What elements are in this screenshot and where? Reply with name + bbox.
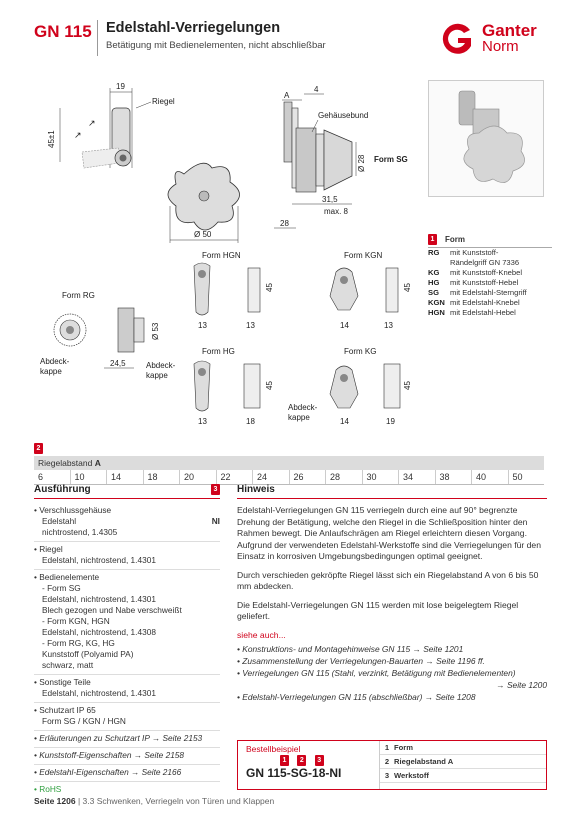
link-edelstahl[interactable]: • Edelstahl-Eigenschaften → Seite 2166 <box>34 765 220 782</box>
label-form-rg: Form RG <box>62 291 95 300</box>
dim-19-kg: 19 <box>386 417 395 426</box>
link-kunststoff[interactable]: • Kunststoff-Eigenschaften → Seite 2158 <box>34 748 220 765</box>
riegelabstand-value: 26 <box>290 470 327 484</box>
label-abdeck-kg-1: Abdeck- <box>288 403 318 412</box>
product-photo <box>428 80 544 197</box>
riegelabstand-value: 30 <box>363 470 400 484</box>
link-abschliessbar[interactable]: • Edelstahl-Verriegelungen GN 115 (abschließbar) → Seite 1208 <box>237 691 476 702</box>
hinweis-p1: Edelstahl-Verriegelungen GN 115 verriegeln durch eine auf 90° begrenzte Drehung der Betätigung, welche den Riegel in die Schließposition hinter den Rahmen bewegt. Die Anlaufschrägen am Riegel erleichtern diesen Vorgang. Aufgrund der verwendeten Edelstahl-Werkstoffe sind die Verriegelungen für den Einsatz in korrosiven Umgebungsbedingungen optimal geeignet. <box>237 505 541 561</box>
rohs-label: • RoHS <box>34 784 62 794</box>
riegelabstand-value: 14 <box>107 470 144 484</box>
label-abdeck-hg-2: kappe <box>146 371 168 380</box>
svg-text:↗: ↗ <box>88 118 96 128</box>
header-divider <box>97 20 98 56</box>
brand-norm: Norm <box>482 38 519 55</box>
label-form-kg: Form KG <box>344 347 377 356</box>
dim-245: 24,5 <box>110 359 126 368</box>
link-stahl[interactable]: • Verriegelungen GN 115 (Stahl, verzinkt, Betätigung mit Bedienelementen) <box>237 667 516 678</box>
dim-19: 19 <box>116 82 125 91</box>
dim-45-kgn: 45 <box>403 283 412 292</box>
dim-45-kg: 45 <box>403 381 412 390</box>
riegelabstand-value: 40 <box>472 470 509 484</box>
brand-name: Ganter <box>482 21 537 40</box>
page-title: Edelstahl-Verriegelungen <box>106 20 281 36</box>
riegelabstand-label: Riegelabstand A <box>34 456 544 470</box>
see-also: siehe auch... <box>237 629 286 640</box>
label-abdeck-kg-2: kappe <box>288 413 310 422</box>
label-form-hg: Form HG <box>202 347 235 356</box>
hinweis-p2: Durch verschieden gekröpfte Riegel lässt sich ein Riegelabstand A von 6 bis 50 mm abdecken. <box>237 569 539 591</box>
label-gehaeusebund: Gehäusebund <box>318 111 369 120</box>
dim-50d: Ø 50 <box>194 230 212 239</box>
dim-18-hg: 18 <box>246 417 255 426</box>
dim-A: A <box>284 91 290 100</box>
dim-14-kgn: 14 <box>340 321 349 330</box>
technical-drawing <box>34 78 424 438</box>
ausfuehrung-item: • Sonstige Teile Edelstahl, nichtrostend, 1.4301 <box>34 675 220 703</box>
page-subtitle: Betätigung mit Bedienelementen, nicht abschließbar <box>106 40 326 51</box>
hinweis-p3: Die Edelstahl-Verriegelungen GN 115 werden mit lose beigelegtem Riegel geliefert. <box>237 599 519 621</box>
label-abdeck-rg-2: kappe <box>40 367 62 376</box>
riegelabstand-value: 24 <box>253 470 290 484</box>
dim-13b-hgn: 13 <box>246 321 255 330</box>
label-abdeck-rg-1: Abdeck- <box>40 357 70 366</box>
ausfuehrung-title: Ausführung <box>34 484 91 495</box>
riegelabstand-value: 38 <box>436 470 473 484</box>
page-footer: Seite 1206 | 3.3 Schwenken, Verriegeln von Türen und Klappen <box>34 796 275 806</box>
bestellbeispiel-title: Bestellbeispiel <box>246 744 301 754</box>
riegelabstand-value: 28 <box>326 470 363 484</box>
label-form-kgn: Form KGN <box>344 251 383 260</box>
dim-28d: Ø 28 <box>357 154 366 172</box>
riegelabstand-value: 18 <box>144 470 181 484</box>
ganter-logo-icon <box>440 22 476 56</box>
hinweis-section <box>237 484 547 703</box>
label-abdeck-hg-1: Abdeck- <box>146 361 176 370</box>
bestellbeispiel-box: Bestellbeispiel 1 2 3 GN 115-SG-18-NI 1 Form 2 Riegelabstand A 3 Werkstoff <box>237 740 547 790</box>
riegelabstand-table <box>34 442 544 485</box>
dim-28: 28 <box>280 219 289 228</box>
badge-3: 3 <box>211 484 220 495</box>
dim-53d: Ø 53 <box>151 322 160 340</box>
riegelabstand-value: 20 <box>180 470 217 484</box>
riegelabstand-value: 34 <box>399 470 436 484</box>
dim-13-hgn: 13 <box>198 321 207 330</box>
svg-text:↗: ↗ <box>74 130 82 140</box>
link-schutzart[interactable]: • Erläuterungen zu Schutzart IP → Seite 2153 <box>34 731 220 748</box>
ausfuehrung-item: • Riegel Edelstahl, nichtrostend, 1.4301 <box>34 542 220 570</box>
ausfuehrung-item: • Schutzart IP 65 Form SG / KGN / HGN <box>34 703 220 731</box>
form-table: 1 Form RG mit Kunststoff- Rändelgriff GN 7336 KG mit Kunststoff-Knebel HG mit Kunststoff-Hebel SG mit Edelstahl-Sterngriff KGN mit Edelstahl-Knebel HGN mit Edelstahl-Hebel <box>428 234 552 318</box>
dim-14-kg: 14 <box>340 417 349 426</box>
hinweis-title: Hinweis <box>237 484 275 495</box>
riegelabstand-value: 22 <box>217 470 254 484</box>
riegelabstand-value: 10 <box>71 470 108 484</box>
link-bauarten[interactable]: • Zusammenstellung der Verriegelungen-Bauarten → Seite 1196 ff. <box>237 655 485 666</box>
dim-13-hg: 13 <box>198 417 207 426</box>
link-montage[interactable]: • Konstruktions- und Montagehinweise GN 115 → Seite 1201 <box>237 643 464 654</box>
dim-45-hg: 45 <box>265 381 274 390</box>
dim-13-kgn: 13 <box>384 321 393 330</box>
ausfuehrung-item: • Verschlussgehäuse Edelstahl NI nichtrostend, 1.4305 <box>34 503 220 542</box>
dim-45-hgn: 45 <box>265 283 274 292</box>
product-code: GN 115 <box>34 22 92 41</box>
badge-1: 1 <box>428 234 437 245</box>
badge-2: 2 <box>34 443 43 454</box>
order-code: GN 115-SG-18-NI <box>246 766 342 780</box>
dim-45pm: 45±1 <box>47 130 56 148</box>
ausfuehrung-section <box>34 484 220 798</box>
riegelabstand-value: 6 <box>34 470 71 484</box>
riegelabstand-value: 50 <box>512 472 523 482</box>
label-form-hgn: Form HGN <box>202 251 241 260</box>
label-riegel: Riegel <box>152 97 175 106</box>
dim-4: 4 <box>314 85 319 94</box>
dim-max8: max. 8 <box>324 207 349 216</box>
riegelabstand-values <box>34 470 544 485</box>
link-stahl-page[interactable]: → Seite 1200 <box>496 679 547 690</box>
dim-315: 31,5 <box>322 195 338 204</box>
label-form-sg: Form SG <box>374 155 408 164</box>
form-table-header: Form <box>445 235 465 244</box>
werkstoff-code: NI <box>211 516 220 526</box>
ausfuehrung-item: • Bedienelemente - Form SG Edelstahl, nichtrostend, 1.4301 Blech gezogen und Nabe verschweißt - Form KGN, HGN Edelstahl, nichtrostend, 1.4308 - Form RG, KG, HG Kunststoff (Polyamid PA) schwarz, matt <box>34 570 220 675</box>
